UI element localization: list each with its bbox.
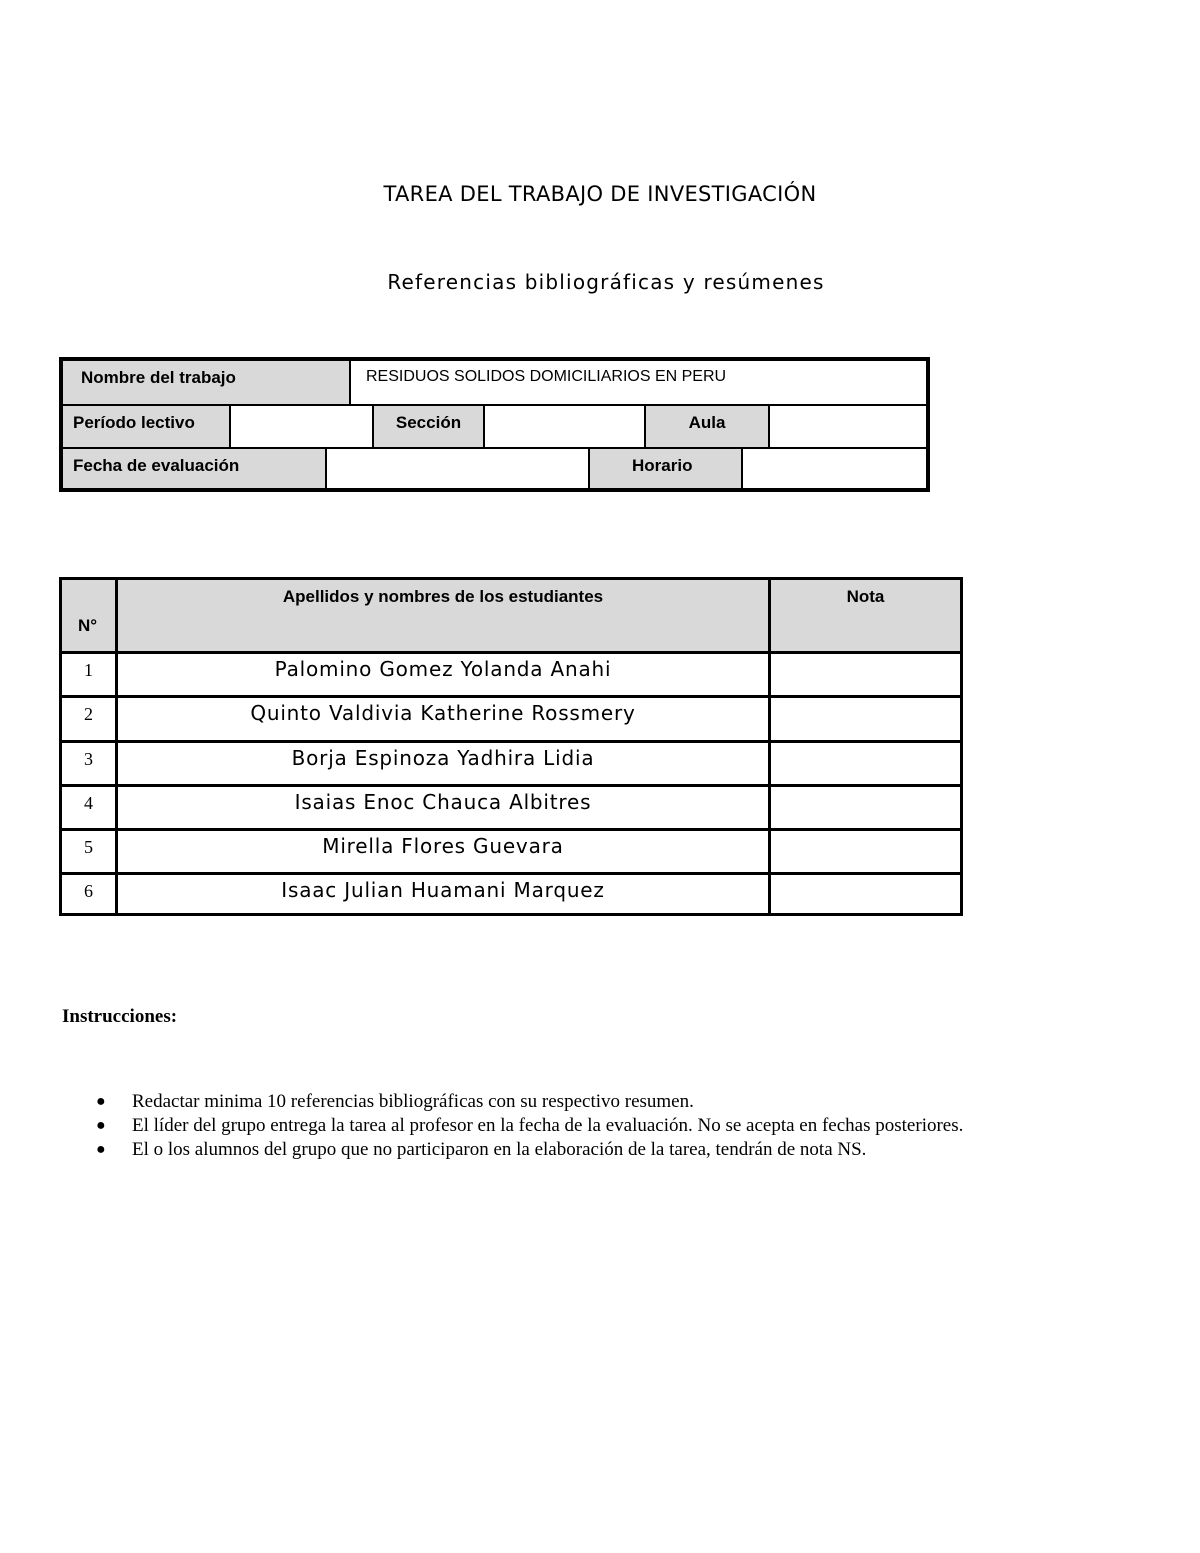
students-header-row [62, 580, 960, 652]
instruction-text: El líder del grupo entrega la tarea al profesor en la fecha de la evaluación. No se acepta en fechas posteriores. [132, 1115, 964, 1136]
instructions-list [96, 1090, 1096, 1162]
nombre-value: RESIDUOS SOLIDOS DOMICILIARIOS EN PERU [366, 368, 727, 385]
row-number: 6 [62, 875, 118, 913]
periodo-label: Período lectivo [73, 413, 195, 432]
bullet-icon: ● [96, 1141, 106, 1158]
nota-cell[interactable] [771, 787, 960, 828]
row-number: 4 [62, 787, 118, 828]
fecha-label: Fecha de evaluación [73, 456, 240, 475]
horario-value-cell[interactable] [742, 448, 927, 489]
instruction-text: El o los alumnos del grupo que no participaron en la elaboración de la tarea, tendrán de nota NS. [132, 1139, 867, 1160]
seccion-label-cell [373, 405, 484, 448]
info-table [59, 357, 930, 492]
table-row [62, 831, 960, 872]
aula-value-cell[interactable] [769, 405, 927, 448]
aula-label-cell [645, 405, 769, 448]
student-name: Mirella Flores Guevara [118, 831, 771, 872]
header-name-cell [118, 580, 771, 652]
bullet-icon: ● [96, 1093, 106, 1110]
list-item [96, 1114, 1096, 1138]
aula-label: Aula [688, 413, 726, 432]
student-name: Borja Espinoza Yadhira Lidia [118, 743, 771, 784]
nombre-value-cell[interactable] [350, 360, 927, 405]
header-nota-cell [771, 580, 960, 652]
document-subtitle: Referencias bibliográficas y resúmenes [387, 270, 825, 294]
row-number: 3 [62, 743, 118, 784]
document-title: TAREA DEL TRABAJO DE INVESTIGACIÓN [383, 182, 817, 206]
student-name: Isaac Julian Huamani Marquez [118, 875, 771, 913]
list-item [96, 1090, 1096, 1114]
fecha-label-cell [62, 448, 326, 489]
table-row [62, 654, 960, 695]
header-nota: Nota [846, 587, 885, 606]
instructions-heading: Instrucciones: [62, 1006, 178, 1027]
nota-cell[interactable] [771, 698, 960, 740]
student-name: Palomino Gomez Yolanda Anahi [118, 654, 771, 695]
horario-label: Horario [632, 456, 693, 475]
instruction-text: Redactar minima 10 referencias bibliográficas con su respectivo resumen. [132, 1091, 694, 1112]
header-num-cell [62, 580, 118, 652]
nota-cell[interactable] [771, 654, 960, 695]
table-row [62, 698, 960, 740]
table-row [62, 875, 960, 913]
header-num: N° [78, 616, 98, 635]
students-table [59, 577, 963, 916]
nota-cell[interactable] [771, 743, 960, 784]
nota-cell[interactable] [771, 831, 960, 872]
nombre-label: Nombre del trabajo [81, 368, 236, 387]
periodo-value-cell[interactable] [230, 405, 373, 448]
fecha-value-cell[interactable] [326, 448, 589, 489]
seccion-label: Sección [395, 413, 462, 432]
row-number: 5 [62, 831, 118, 872]
student-name: Quinto Valdivia Katherine Rossmery [118, 698, 771, 740]
bullet-icon: ● [96, 1117, 106, 1134]
table-row [62, 743, 960, 784]
table-row [62, 787, 960, 828]
periodo-label-cell [62, 405, 230, 448]
student-name: Isaias Enoc Chauca Albitres [118, 787, 771, 828]
row-number: 2 [62, 698, 118, 740]
nombre-label-cell [62, 360, 350, 405]
nota-cell[interactable] [771, 875, 960, 913]
seccion-value-cell[interactable] [484, 405, 645, 448]
list-item [96, 1138, 1096, 1162]
horario-label-cell [589, 448, 742, 489]
header-name: Apellidos y nombres de los estudiantes [282, 587, 604, 606]
row-number: 1 [62, 654, 118, 695]
